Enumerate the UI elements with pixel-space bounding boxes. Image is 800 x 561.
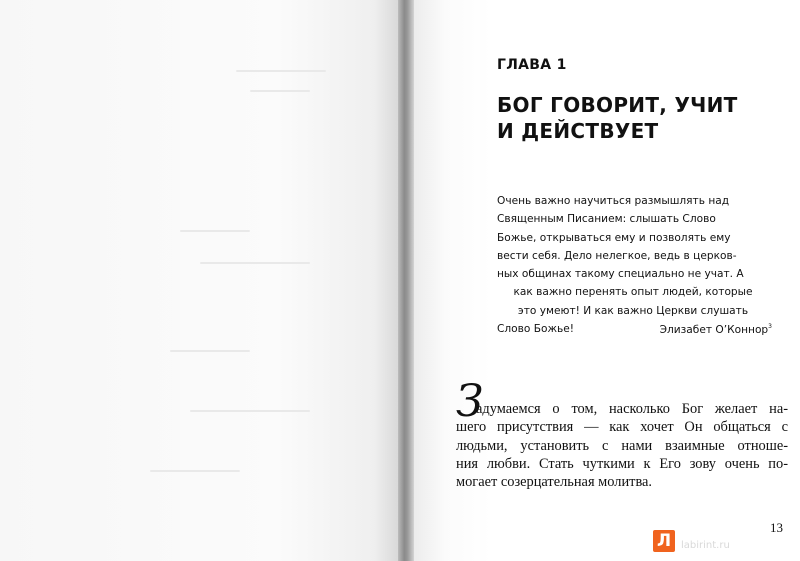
body-line: ния любви. Стать чуткими к Его зову очень по- (456, 455, 788, 472)
footnote-reference: 3 (768, 323, 772, 330)
epigraph-line: как важно перенять опыт людей, которые (513, 286, 753, 299)
show-through-mark (250, 90, 310, 92)
drop-cap: З (456, 376, 484, 427)
epigraph-line: ных общинах такому специально не учат. А (497, 268, 744, 281)
epigraph-line: Священным Писанием: слышать Слово (497, 213, 716, 226)
epigraph-line: Божье, открываться ему и позволять ему (497, 231, 731, 244)
epigraph-line: Очень важно научиться размышлять над (497, 195, 730, 207)
body-paragraph (456, 400, 788, 491)
chapter-title-line: БОГ ГОВОРИТ, УЧИТ (497, 93, 738, 117)
body-line: людьми, установить с нами взаимные отноше- (456, 437, 788, 454)
epigraph-line: вести себя. Дело нелегкое, ведь в церков- (497, 249, 737, 262)
show-through-mark (180, 230, 250, 232)
show-through-mark (150, 470, 240, 472)
show-through-mark (236, 70, 326, 72)
chapter-title-line: И ДЕЙСТВУЕТ (497, 119, 659, 143)
body-line: могает созерцательная молитва. (456, 474, 653, 491)
chapter-title (497, 92, 777, 144)
body-line: шего присутствия — как хочет Он общаться с (456, 419, 788, 436)
show-through-mark (200, 262, 310, 264)
epigraph (497, 192, 769, 338)
show-through-mark (170, 350, 250, 352)
epigraph-author-name: Элизабет О’Коннор (659, 324, 769, 336)
epigraph-author (560, 323, 772, 336)
left-page-blank (0, 0, 398, 561)
epigraph-line: Слово Божье! (497, 323, 575, 336)
body-line: адумаемся о том, насколько Бог желает на- (476, 401, 788, 417)
chapter-label: ГЛАВА 1 (497, 57, 567, 73)
watermark-domain: labirint.ru (681, 540, 730, 551)
show-through-mark (190, 410, 310, 412)
labirint-logo-icon: Л (653, 530, 675, 552)
page-number: 13 (770, 520, 783, 535)
book-gutter (398, 0, 414, 561)
epigraph-line: это умеют! И как важно Церкви слушать (517, 304, 749, 317)
